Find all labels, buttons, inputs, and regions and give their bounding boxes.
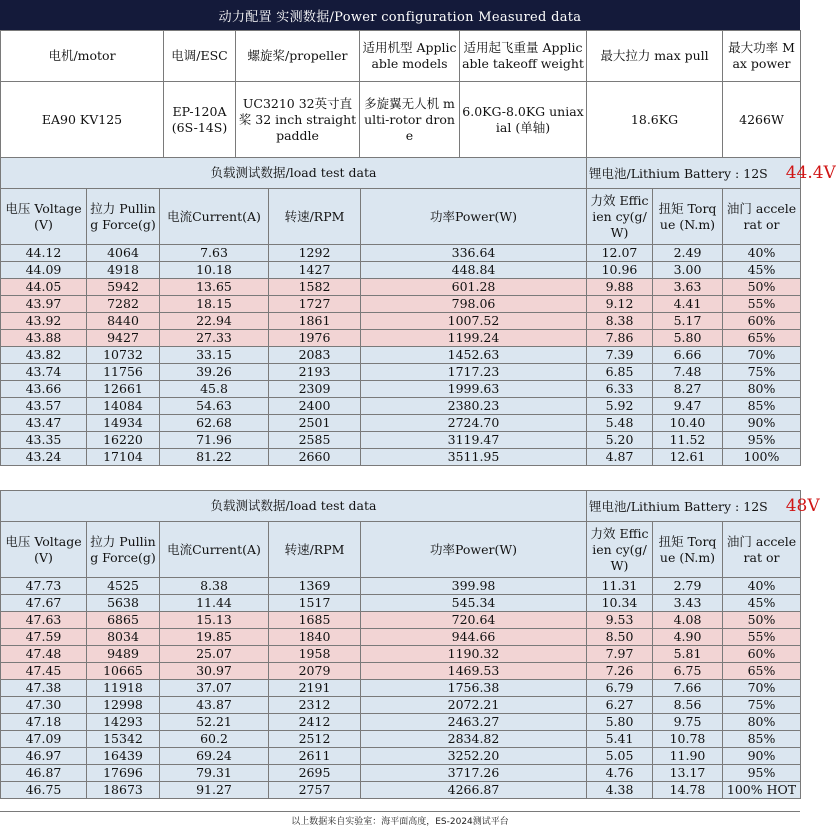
table-cell: 2079 [269, 663, 361, 680]
table-cell: 2757 [269, 782, 361, 799]
table-row [1, 714, 801, 731]
battery-label: 锂电池/Lithium Battery : 12S [589, 498, 768, 514]
table-cell: 43.24 [1, 449, 87, 466]
battery-cell [587, 158, 836, 189]
col-efficiency: 力效 Efficien cy(g/W) [587, 189, 653, 245]
table-cell: 8.50 [587, 629, 653, 646]
col-efficiency: 力效 Efficien cy(g/W) [587, 522, 653, 578]
table-cell: 4918 [87, 262, 160, 279]
table-cell: 18673 [87, 782, 160, 799]
table-cell: 7.63 [160, 245, 269, 262]
header-power: 最大功率 Max power [723, 31, 801, 82]
table-cell: 2695 [269, 765, 361, 782]
table-cell: 19.85 [160, 629, 269, 646]
table-cell: 80% [723, 381, 801, 398]
col-torque: 扭矩 Torque (N.m) [653, 522, 723, 578]
header-esc: 电调/ESC [164, 31, 236, 82]
table-cell: 7.48 [653, 364, 723, 381]
table-cell: 9.53 [587, 612, 653, 629]
table-cell: 6.79 [587, 680, 653, 697]
battery-voltage: 44.4V [785, 162, 836, 183]
table-cell: 80% [723, 714, 801, 731]
col-current: 电流Current(A) [160, 189, 269, 245]
table-cell: 46.97 [1, 748, 87, 765]
table-cell: 12661 [87, 381, 160, 398]
table-cell: 1517 [269, 595, 361, 612]
table-cell: 5.41 [587, 731, 653, 748]
table-row [1, 612, 801, 629]
table-cell: 14293 [87, 714, 160, 731]
table-cell: 44.12 [1, 245, 87, 262]
table-cell: 1756.38 [361, 680, 587, 697]
table-cell: 5.92 [587, 398, 653, 415]
table-cell: 4.87 [587, 449, 653, 466]
col-voltage: 电压 Voltage(V) [1, 189, 87, 245]
table-cell: 75% [723, 697, 801, 714]
table-row [1, 680, 801, 697]
table-cell: 65% [723, 330, 801, 347]
value-motor: EA90 KV125 [1, 82, 164, 158]
table-cell: 47.73 [1, 578, 87, 595]
table-cell: 2072.21 [361, 697, 587, 714]
table-cell: 52.21 [160, 714, 269, 731]
table-cell: 45% [723, 262, 801, 279]
load-test-table-44v [0, 157, 836, 466]
table-cell: 3511.95 [361, 449, 587, 466]
table-cell: 13.17 [653, 765, 723, 782]
table-cell: 6.27 [587, 697, 653, 714]
table-cell: 9.75 [653, 714, 723, 731]
battery-voltage: 48V [785, 495, 820, 516]
table-cell: 43.74 [1, 364, 87, 381]
table-cell: 100% HOT [723, 782, 801, 799]
table-cell: 7282 [87, 296, 160, 313]
table-cell: 7.26 [587, 663, 653, 680]
table-row [1, 748, 801, 765]
table-cell: 2412 [269, 714, 361, 731]
table-cell: 62.68 [160, 415, 269, 432]
table-cell: 37.07 [160, 680, 269, 697]
section-title: 负载测试数据/load test data [1, 158, 587, 189]
table-cell: 4525 [87, 578, 160, 595]
table-cell: 43.88 [1, 330, 87, 347]
header-pull: 最大拉力 max pull [587, 31, 723, 82]
value-models: 多旋翼无人机 multi-rotor drone [360, 82, 460, 158]
table-cell: 1292 [269, 245, 361, 262]
table-cell: 60.2 [160, 731, 269, 748]
table-cell: 8.38 [160, 578, 269, 595]
load-test-table-48v [0, 490, 820, 799]
table-cell: 7.66 [653, 680, 723, 697]
table-cell: 90% [723, 748, 801, 765]
table-cell: 44.05 [1, 279, 87, 296]
table-cell: 46.75 [1, 782, 87, 799]
table-cell: 11.52 [653, 432, 723, 449]
table-cell: 2660 [269, 449, 361, 466]
table-cell: 9.88 [587, 279, 653, 296]
table-cell: 47.59 [1, 629, 87, 646]
table-cell: 95% [723, 765, 801, 782]
table-cell: 4.90 [653, 629, 723, 646]
table-cell: 2611 [269, 748, 361, 765]
table-cell: 7.39 [587, 347, 653, 364]
table-cell: 3717.26 [361, 765, 587, 782]
table-row [1, 629, 801, 646]
table-cell: 601.28 [361, 279, 587, 296]
table-cell: 7.86 [587, 330, 653, 347]
table-cell: 25.07 [160, 646, 269, 663]
table-cell: 46.87 [1, 765, 87, 782]
table-cell: 2463.27 [361, 714, 587, 731]
col-power: 功率Power(W) [361, 522, 587, 578]
table-cell: 8.27 [653, 381, 723, 398]
table-cell: 47.38 [1, 680, 87, 697]
table-cell: 2.49 [653, 245, 723, 262]
table-cell: 69.24 [160, 748, 269, 765]
table-cell: 47.45 [1, 663, 87, 680]
table-row [1, 296, 801, 313]
table-row [1, 578, 801, 595]
table-cell: 17104 [87, 449, 160, 466]
table-cell: 798.06 [361, 296, 587, 313]
table-cell: 1452.63 [361, 347, 587, 364]
table-cell: 10.18 [160, 262, 269, 279]
table-row [1, 765, 801, 782]
table-cell: 11.31 [587, 578, 653, 595]
table-cell: 90% [723, 415, 801, 432]
table-row [1, 595, 801, 612]
table-cell: 2309 [269, 381, 361, 398]
table-cell: 5.20 [587, 432, 653, 449]
table-cell: 14934 [87, 415, 160, 432]
table-cell: 2083 [269, 347, 361, 364]
col-pulling-force: 拉力 Pulling Force(g) [87, 522, 160, 578]
table-cell: 10665 [87, 663, 160, 680]
table-row [1, 398, 801, 415]
table-cell: 11918 [87, 680, 160, 697]
table-cell: 6.75 [653, 663, 723, 680]
table-cell: 1999.63 [361, 381, 587, 398]
col-throttle: 油门 accelerat or [723, 189, 801, 245]
table-cell: 1717.23 [361, 364, 587, 381]
table-cell: 71.96 [160, 432, 269, 449]
table-cell: 30.97 [160, 663, 269, 680]
table-row [1, 663, 801, 680]
table-cell: 43.35 [1, 432, 87, 449]
table-row [1, 415, 801, 432]
col-torque: 扭矩 Torque (N.m) [653, 189, 723, 245]
table-cell: 50% [723, 612, 801, 629]
col-throttle: 油门 accelerat or [723, 522, 801, 578]
table-row [1, 432, 801, 449]
table-cell: 14.78 [653, 782, 723, 799]
value-propeller: UC3210 32英寸直桨 32 inch straight paddle [236, 82, 360, 158]
table-cell: 5638 [87, 595, 160, 612]
table-row [1, 381, 801, 398]
table-cell: 545.34 [361, 595, 587, 612]
table-cell: 15342 [87, 731, 160, 748]
table-cell: 4064 [87, 245, 160, 262]
col-voltage: 电压 Voltage(V) [1, 522, 87, 578]
table-cell: 6865 [87, 612, 160, 629]
table-cell: 12998 [87, 697, 160, 714]
table-cell: 95% [723, 432, 801, 449]
table-cell: 55% [723, 296, 801, 313]
table-cell: 1861 [269, 313, 361, 330]
value-power: 4266W [723, 82, 801, 158]
table-cell: 9.12 [587, 296, 653, 313]
table-cell: 2400 [269, 398, 361, 415]
table-cell: 1427 [269, 262, 361, 279]
table-cell: 43.82 [1, 347, 87, 364]
table-row [1, 347, 801, 364]
config-table [0, 30, 801, 158]
table-cell: 1727 [269, 296, 361, 313]
table-cell: 91.27 [160, 782, 269, 799]
table-cell: 50% [723, 279, 801, 296]
table-cell: 14084 [87, 398, 160, 415]
table-cell: 2191 [269, 680, 361, 697]
table-cell: 47.67 [1, 595, 87, 612]
table-cell: 11.44 [160, 595, 269, 612]
table-row [1, 330, 801, 347]
table-cell: 85% [723, 398, 801, 415]
table-cell: 79.31 [160, 765, 269, 782]
table-cell: 8.38 [587, 313, 653, 330]
table-cell: 54.63 [160, 398, 269, 415]
table-cell: 45% [723, 595, 801, 612]
table-cell: 43.57 [1, 398, 87, 415]
table-cell: 47.18 [1, 714, 87, 731]
table-cell: 2834.82 [361, 731, 587, 748]
table-cell: 81.22 [160, 449, 269, 466]
table-row [1, 279, 801, 296]
table-cell: 47.48 [1, 646, 87, 663]
table-cell: 9489 [87, 646, 160, 663]
value-pull: 18.6KG [587, 82, 723, 158]
table-cell: 2312 [269, 697, 361, 714]
table-cell: 10.96 [587, 262, 653, 279]
table-cell: 5.05 [587, 748, 653, 765]
table-cell: 10.40 [653, 415, 723, 432]
table-cell: 4.38 [587, 782, 653, 799]
table-cell: 1190.32 [361, 646, 587, 663]
table-cell: 8.56 [653, 697, 723, 714]
table-cell: 10.34 [587, 595, 653, 612]
col-power: 功率Power(W) [361, 189, 587, 245]
col-rpm: 转速/RPM [269, 189, 361, 245]
table-cell: 55% [723, 629, 801, 646]
header-propeller: 螺旋桨/propeller [236, 31, 360, 82]
table-cell: 4.41 [653, 296, 723, 313]
table-cell: 3.00 [653, 262, 723, 279]
table-cell: 1369 [269, 578, 361, 595]
table-cell: 5.81 [653, 646, 723, 663]
section-title: 负载测试数据/load test data [1, 491, 587, 522]
table-cell: 70% [723, 680, 801, 697]
table-cell: 17696 [87, 765, 160, 782]
table-cell: 65% [723, 663, 801, 680]
value-weight: 6.0KG-8.0KG uniaxial (单轴) [460, 82, 587, 158]
table-cell: 9.47 [653, 398, 723, 415]
table-cell: 47.09 [1, 731, 87, 748]
col-rpm: 转速/RPM [269, 522, 361, 578]
table-cell: 1685 [269, 612, 361, 629]
table-row [1, 364, 801, 381]
header-models: 适用机型 Applicable models [360, 31, 460, 82]
table-cell: 5.80 [653, 330, 723, 347]
table-cell: 3252.20 [361, 748, 587, 765]
col-current: 电流Current(A) [160, 522, 269, 578]
table-row [1, 262, 801, 279]
table-cell: 6.66 [653, 347, 723, 364]
table-cell: 8440 [87, 313, 160, 330]
table-cell: 5.80 [587, 714, 653, 731]
table-cell: 2193 [269, 364, 361, 381]
table-cell: 44.09 [1, 262, 87, 279]
table-cell: 45.8 [160, 381, 269, 398]
battery-cell [587, 491, 820, 522]
table-cell: 3.63 [653, 279, 723, 296]
table-cell: 85% [723, 731, 801, 748]
table-row [1, 449, 801, 466]
table-cell: 43.66 [1, 381, 87, 398]
table-cell: 70% [723, 347, 801, 364]
table-cell: 4.08 [653, 612, 723, 629]
table-cell: 47.63 [1, 612, 87, 629]
table-cell: 2724.70 [361, 415, 587, 432]
table-cell: 43.97 [1, 296, 87, 313]
table-cell: 6.85 [587, 364, 653, 381]
table-cell: 1582 [269, 279, 361, 296]
table-cell: 39.26 [160, 364, 269, 381]
table-cell: 43.87 [160, 697, 269, 714]
table-cell: 5.48 [587, 415, 653, 432]
table-cell: 2.79 [653, 578, 723, 595]
header-weight: 适用起飞重量 Applicable takeoff weight [460, 31, 587, 82]
table-cell: 22.94 [160, 313, 269, 330]
table-cell: 4266.87 [361, 782, 587, 799]
table-cell: 11.90 [653, 748, 723, 765]
table-cell: 1840 [269, 629, 361, 646]
table-row [1, 782, 801, 799]
table-cell: 15.13 [160, 612, 269, 629]
table-cell: 16220 [87, 432, 160, 449]
table-cell: 10.78 [653, 731, 723, 748]
header-motor: 电机/motor [1, 31, 164, 82]
table-cell: 2512 [269, 731, 361, 748]
table-cell: 1199.24 [361, 330, 587, 347]
table-cell: 399.98 [361, 578, 587, 595]
table-cell: 40% [723, 578, 801, 595]
table-cell: 2380.23 [361, 398, 587, 415]
table-cell: 43.47 [1, 415, 87, 432]
table-cell: 4.76 [587, 765, 653, 782]
table-cell: 6.33 [587, 381, 653, 398]
table-row [1, 245, 801, 262]
table-cell: 47.30 [1, 697, 87, 714]
table-row [1, 313, 801, 330]
table-cell: 1958 [269, 646, 361, 663]
table-cell: 27.33 [160, 330, 269, 347]
table-cell: 5.17 [653, 313, 723, 330]
table-cell: 1976 [269, 330, 361, 347]
table-cell: 10732 [87, 347, 160, 364]
table-cell: 40% [723, 245, 801, 262]
table-row [1, 646, 801, 663]
table-cell: 8034 [87, 629, 160, 646]
table-cell: 13.65 [160, 279, 269, 296]
table-cell: 5942 [87, 279, 160, 296]
table-cell: 16439 [87, 748, 160, 765]
table-cell: 336.64 [361, 245, 587, 262]
table-row [1, 697, 801, 714]
table-cell: 100% [723, 449, 801, 466]
table-cell: 43.92 [1, 313, 87, 330]
table-cell: 18.15 [160, 296, 269, 313]
battery-label: 锂电池/Lithium Battery : 12S [589, 165, 768, 181]
table-row [1, 731, 801, 748]
table-cell: 7.97 [587, 646, 653, 663]
table-cell: 75% [723, 364, 801, 381]
table-cell: 448.84 [361, 262, 587, 279]
value-esc: EP-120A (6S-14S) [164, 82, 236, 158]
table-cell: 9427 [87, 330, 160, 347]
col-pulling-force: 拉力 Pulling Force(g) [87, 189, 160, 245]
table-cell: 3119.47 [361, 432, 587, 449]
table-cell: 2501 [269, 415, 361, 432]
table-cell: 60% [723, 646, 801, 663]
table-cell: 1007.52 [361, 313, 587, 330]
table-cell: 944.66 [361, 629, 587, 646]
table-cell: 11756 [87, 364, 160, 381]
table-cell: 1469.53 [361, 663, 587, 680]
table-cell: 33.15 [160, 347, 269, 364]
page-title: 动力配置 实测数据/Power configuration Measured data [0, 0, 800, 30]
table-cell: 60% [723, 313, 801, 330]
footer-note: 以上数据来自实验室：海平面高度，ES-2024测试平台 [0, 811, 800, 828]
table-cell: 3.43 [653, 595, 723, 612]
table-cell: 12.07 [587, 245, 653, 262]
table-cell: 12.61 [653, 449, 723, 466]
table-cell: 720.64 [361, 612, 587, 629]
table-cell: 2585 [269, 432, 361, 449]
